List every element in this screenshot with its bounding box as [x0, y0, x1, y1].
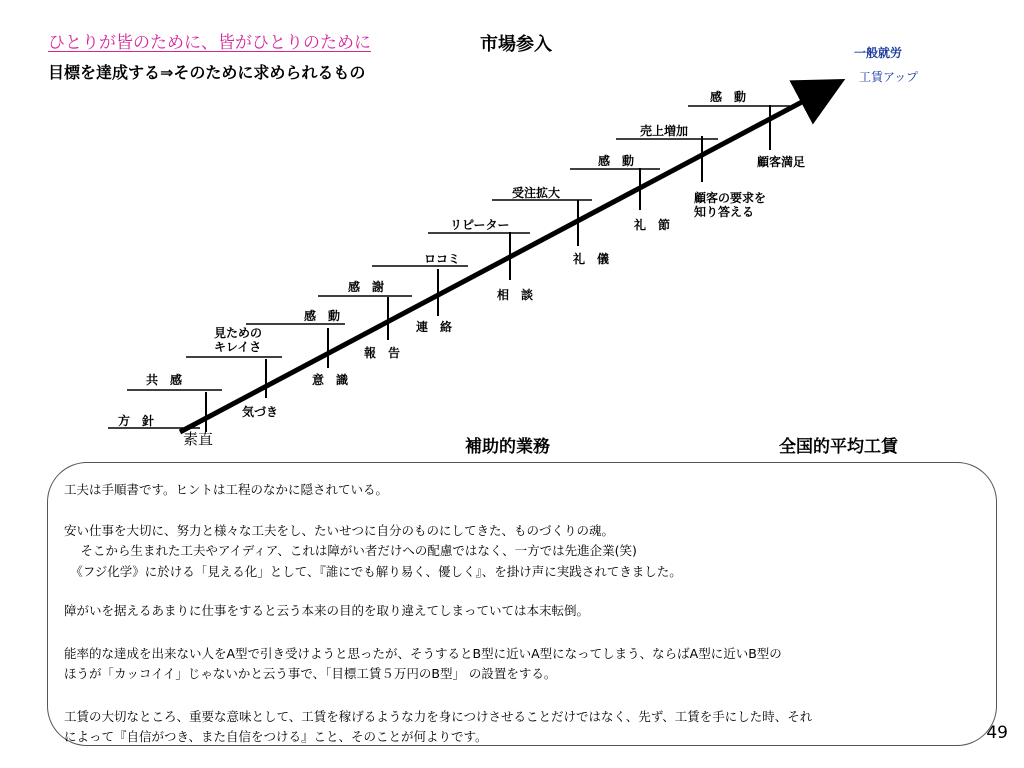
hanging-label: 気づき [242, 405, 279, 419]
hanging-label: 素直 [183, 430, 214, 448]
growth-arrow [180, 86, 832, 432]
heading-link[interactable]: ひとりが皆のために、皆がひとりのために [48, 33, 371, 53]
stair-step-label: 見ための キレイさ [214, 326, 263, 354]
note-line: 能率的な達成を出来ない人をA型で引き受けようと思ったが、そうするとB型に近いA型になってしまう、ならばA型に近いB型の [64, 646, 782, 661]
hanging-label: 礼 節 [634, 218, 671, 232]
auxiliary-work-label: 補助的業務 [465, 437, 550, 457]
stair-step-label: 方 針 [118, 414, 155, 428]
note-line: 工夫は手順書です。ヒントは工程のなかに隠されている。 [64, 482, 389, 497]
stair-step-label: 受注拡大 [512, 186, 561, 200]
note-line: 工賃の大切なところ、重要な意味として、工賃を稼げるような力を身につけさせることだけではなく、先ず、工賃を手にした時、それ [64, 709, 813, 724]
stair-step-label: 売上増加 [640, 124, 689, 138]
stair-step-label: 感 謝 [348, 280, 385, 294]
general-employment-label: 一般就労 [854, 46, 903, 60]
note-line: によって『自信がつき、また自信をつける』こと、そのことが何よりです。 [64, 729, 488, 744]
heading-subtitle: 目標を達成する⇒そのために求められるもの [48, 63, 366, 82]
national-average-wage-label: 全国的平均工賃 [779, 437, 898, 457]
hanging-label: 意 識 [312, 373, 349, 387]
hanging-label: 相 談 [497, 288, 534, 302]
hanging-label: 報 告 [364, 346, 401, 360]
stair-step-label: 感 動 [710, 90, 747, 104]
note-line: ほうが「カッコイイ」じゃないかと云う事で、「目標工賃５万円のB型」 の設置をする。 [64, 666, 557, 681]
hanging-label: 礼 儀 [573, 252, 610, 266]
note-line: 《フジ化学》に於ける「見える化」として、『誰にでも解り易く、優しく』、を掛け声に実践されてきました。 [64, 564, 682, 579]
page-number: 49 [986, 723, 1008, 743]
stair-step-label: 感 動 [598, 154, 635, 168]
stair-step-label: リピーター [450, 218, 510, 232]
stair-step-label: 共 感 [146, 373, 183, 387]
market-entry-label: 市場参入 [480, 34, 552, 55]
hanging-label: 顧客の要求を 知り答える [694, 191, 767, 219]
note-line: そこから生まれた工夫やアイディア、これは障がい者だけへの配慮ではなく、一方では先進企業(笑) [64, 543, 637, 558]
note-line: 安い仕事を大切に、努力と様々な工夫をし、たいせつに自分のものにしてきた、ものづくりの魂。 [64, 523, 615, 538]
stair-step-label: 感 動 [304, 309, 341, 323]
hanging-label: 顧客満足 [757, 155, 806, 169]
hanging-label: 連 絡 [416, 320, 453, 334]
stair-step-label: ロコミ [424, 252, 461, 266]
note-line: 障がいを据えるあまりに仕事をすると云う本来の目的を取り違えてしまっていては本末転倒。 [64, 603, 590, 618]
wage-up-label: 工賃アップ [859, 70, 919, 84]
